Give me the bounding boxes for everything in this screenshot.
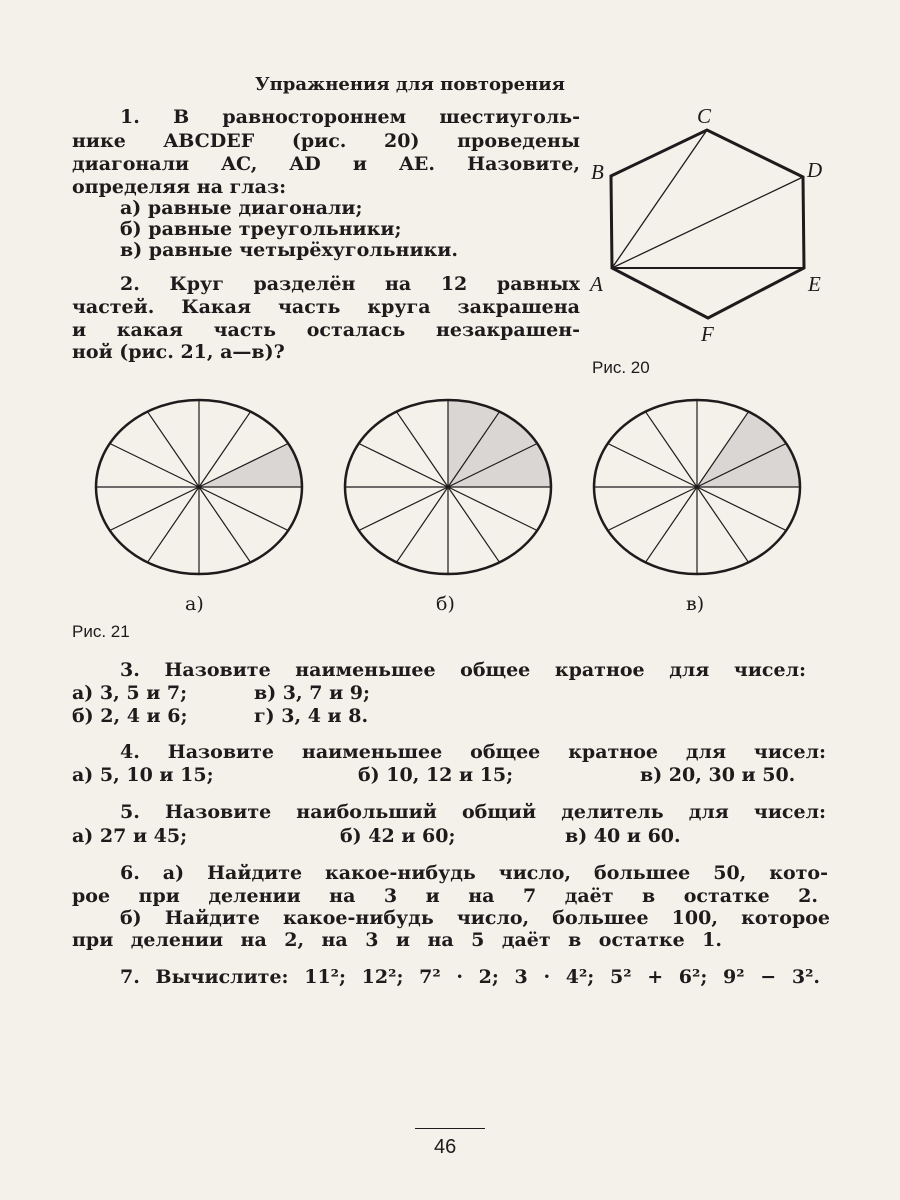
problem-text-line: 3. Назовите наименьшее общее кратное для чисел: xyxy=(120,659,806,681)
problem-item: в) 20, 30 и 50. xyxy=(640,764,796,786)
problem-7: 7. Вычислите: 11²; 12²; 7² · 2; 3 · 4²; 5² + 6²; 9² − 3². xyxy=(120,966,820,988)
vertex-label: D xyxy=(807,158,823,182)
problem-text-line: и какая часть осталась незакрашен- xyxy=(72,319,580,341)
sector-divider xyxy=(448,487,500,562)
sector-divider xyxy=(397,412,449,487)
circle-label: а) xyxy=(185,593,204,615)
sector-divider xyxy=(608,487,697,531)
problem-item: а) 5, 10 и 15; xyxy=(72,764,214,786)
sector-divider xyxy=(397,487,449,562)
vertex-label: A xyxy=(590,272,603,296)
section-title: Упражнения для повторения xyxy=(255,74,565,95)
sector-divider xyxy=(646,412,698,487)
sector-divider xyxy=(148,412,200,487)
problem-item: в) 40 и 60. xyxy=(565,825,681,847)
problem-text-line: рое при делении на 3 и на 7 даёт в остатке 2. xyxy=(72,885,818,907)
sector-divider xyxy=(608,444,697,488)
vertex-label: B xyxy=(591,160,604,184)
sector-divider xyxy=(448,487,537,531)
vertex-label: F xyxy=(701,322,714,346)
problem-text-line: б) Найдите какое-нибудь число, большее 100, которое xyxy=(120,907,830,929)
problem-text-line: определяя на глаз: xyxy=(72,176,287,198)
problem-text-line: 2. Круг разделён на 12 равных xyxy=(120,273,580,295)
sector-divider xyxy=(199,487,251,562)
circle-label: б) xyxy=(436,593,455,615)
problem-text-line: ной (рис. 21, а—в)? xyxy=(72,341,285,363)
vertex-label: C xyxy=(697,104,712,128)
problem-text-line: 5. Назовите наибольший общий делитель для чисел: xyxy=(120,801,826,823)
problem-item: г) 3, 4 и 8. xyxy=(254,705,369,727)
figure-caption: Рис. 20 xyxy=(592,358,650,377)
page-number-rule xyxy=(415,1128,485,1129)
circle-label: в) xyxy=(686,593,705,615)
sector-divider xyxy=(697,487,786,531)
vertex-label: E xyxy=(808,272,821,296)
problem-text-line: частей. Какая часть круга закрашена xyxy=(72,296,580,318)
problem-item: б) 42 и 60; xyxy=(340,825,456,847)
page-number: 46 xyxy=(434,1136,457,1158)
problem-item: б) 10, 12 и 15; xyxy=(358,764,514,786)
sector-divider xyxy=(110,444,199,488)
sector-divider xyxy=(359,487,448,531)
problem-text-line: нике ABCDEF (рис. 20) проведены xyxy=(72,130,580,152)
problem-text-line: 4. Назовите наименьшее общее кратное для чисел: xyxy=(120,741,826,763)
problem-item: а) равные диагонали; xyxy=(120,197,363,219)
sector-divider xyxy=(697,487,749,562)
problem-item: б) 2, 4 и 6; xyxy=(72,705,188,727)
sector-divider xyxy=(148,487,200,562)
sector-divider xyxy=(110,487,199,531)
problem-item: б) равные треугольники; xyxy=(120,218,402,240)
sector-divider xyxy=(646,487,698,562)
problem-item: а) 27 и 45; xyxy=(72,825,188,847)
problem-item: в) 3, 7 и 9; xyxy=(254,682,371,704)
problem-text-line: 6. а) Найдите какое-нибудь число, большее 50, кото- xyxy=(120,862,828,884)
figure-caption: Рис. 21 xyxy=(72,622,130,641)
problem-item: а) 3, 5 и 7; xyxy=(72,682,188,704)
problem-text-line: при делении на 2, на 3 и на 5 даёт в остатке 1. xyxy=(72,929,722,951)
problem-text-line: 1. В равностороннем шестиуголь- xyxy=(120,106,580,128)
sector-divider xyxy=(199,487,288,531)
sector-divider xyxy=(359,444,448,488)
problem-item: в) равные четырёхугольники. xyxy=(120,239,458,261)
problem-text-line: диагонали AC, AD и AE. Назовите, xyxy=(72,153,580,175)
